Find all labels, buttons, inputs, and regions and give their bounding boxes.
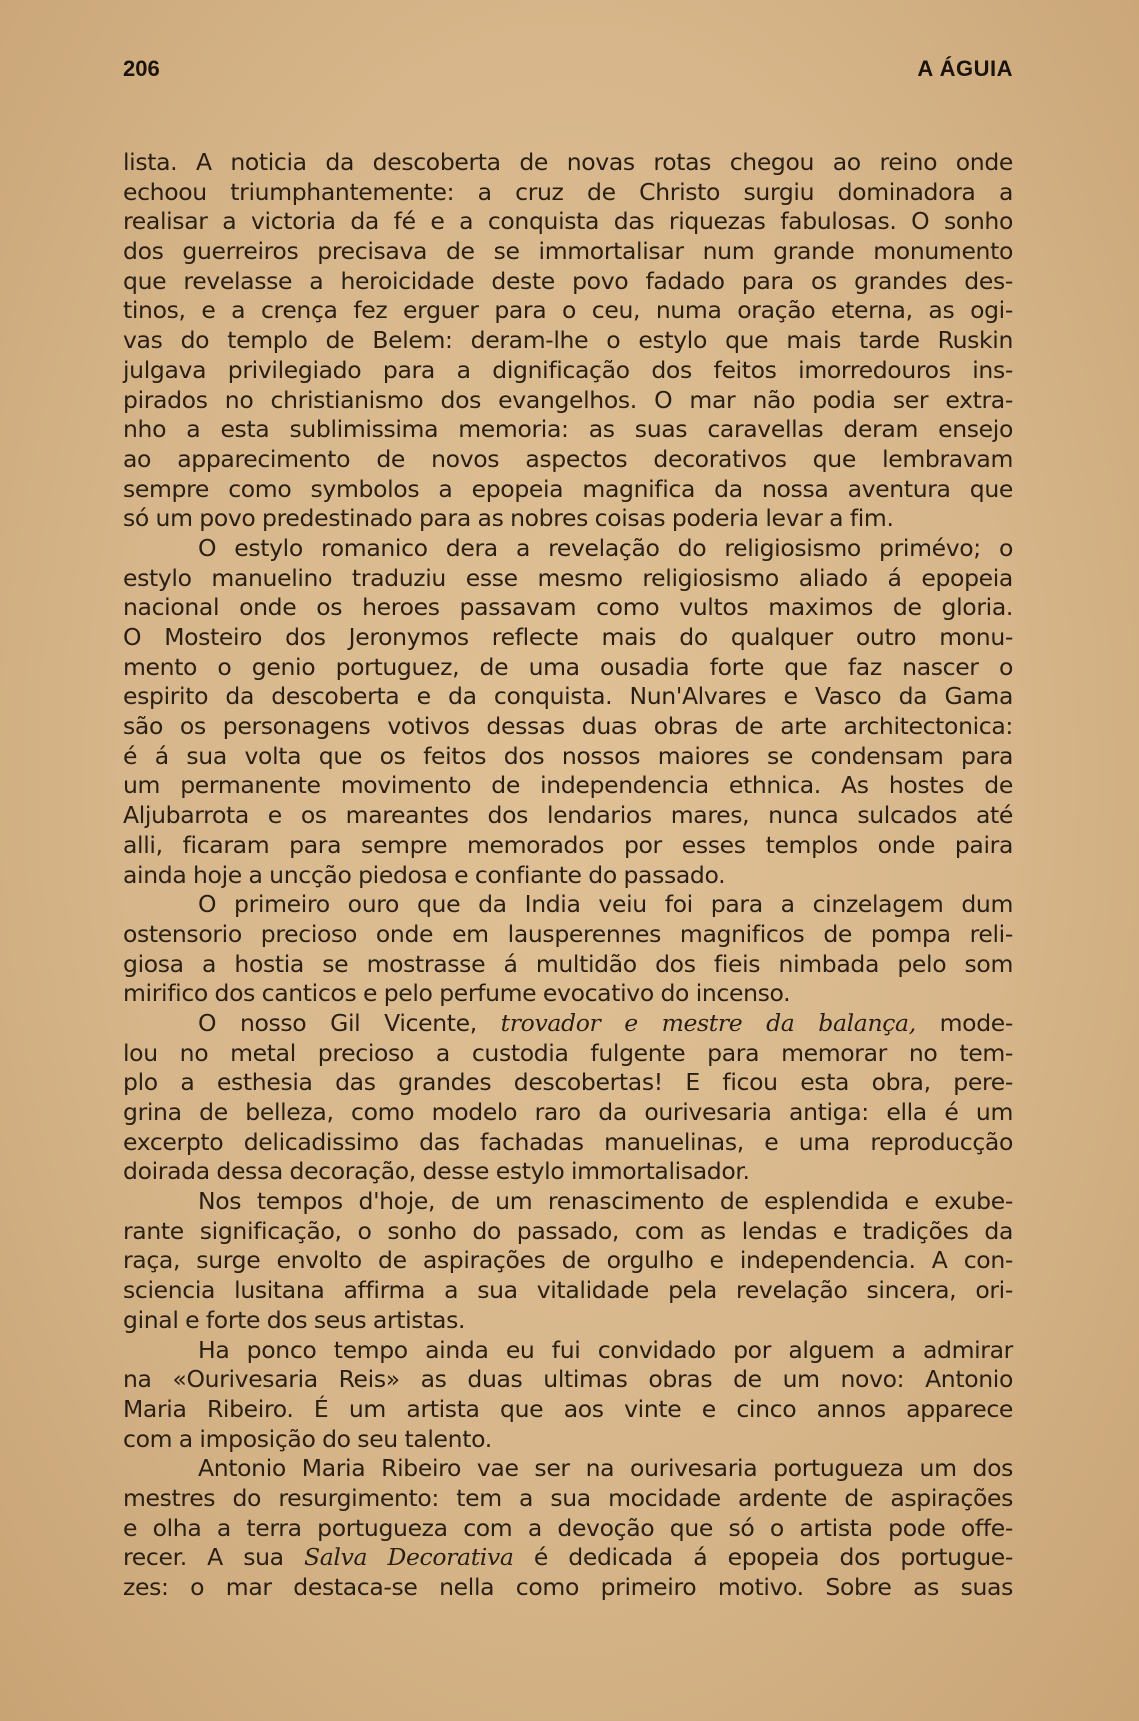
text-line bbox=[123, 386, 1013, 416]
text-segment: grina de belleza, como modelo raro da ourivesaria antiga: ella é um bbox=[123, 1098, 1013, 1126]
text-line bbox=[123, 415, 1013, 445]
text-line bbox=[123, 1009, 1013, 1039]
text-segment: lista. A noticia da descoberta de novas rotas chegou ao reino onde bbox=[123, 148, 1013, 176]
text-line bbox=[123, 1306, 1013, 1336]
text-segment: julgava privilegiado para a dignificação dos feitos imorredouros ins- bbox=[123, 355, 1013, 384]
text-line bbox=[123, 950, 1013, 980]
italic-segment: trovador e mestre da balança, bbox=[500, 1008, 916, 1037]
text-segment: Nos tempos d'hoje, de um renascimento de esplendida e exube- bbox=[198, 1187, 1013, 1216]
text-segment: na «Ourivesaria Reis» as duas ultimas obras de um novo: Antonio bbox=[123, 1365, 1013, 1394]
text-line bbox=[123, 326, 1013, 356]
text-segment: que revelasse a heroicidade deste povo fadado para os grandes des- bbox=[123, 266, 1013, 295]
text-line bbox=[123, 1365, 1013, 1395]
text-segment: sempre como symbolos a epopeia magnifica da nossa aventura que bbox=[123, 474, 1013, 503]
text-line bbox=[123, 1187, 1013, 1217]
text-line bbox=[123, 207, 1013, 237]
text-line bbox=[123, 564, 1013, 594]
text-line bbox=[123, 296, 1013, 326]
text-segment: mestres do resurgimento: tem a sua mocidade ardente de aspirações bbox=[123, 1483, 1013, 1512]
text-segment: echoou triumphantemente: a cruz de Christo surgiu dominadora a bbox=[123, 177, 1013, 206]
text-line bbox=[123, 1543, 1013, 1573]
text-segment: nho a esta sublimissima memoria: as suas caravellas deram ensejo bbox=[123, 415, 1013, 444]
italic-segment: Salva Decorativa bbox=[304, 1543, 514, 1572]
text-line bbox=[123, 178, 1013, 208]
text-segment: é dedicada á epopeia dos portugue- bbox=[513, 1543, 1013, 1572]
text-line bbox=[123, 237, 1013, 267]
text-segment: zes: o mar destaca-se nella como primeiro motivo. Sobre as suas bbox=[123, 1573, 1013, 1601]
text-line bbox=[123, 771, 1013, 801]
text-line bbox=[123, 445, 1013, 475]
text-segment: um permanente movimento de independencia ethnica. As hostes de bbox=[123, 771, 1013, 800]
text-line bbox=[123, 1454, 1013, 1484]
text-segment: Aljubarrota e os mareantes dos lendarios mares, nunca sulcados até bbox=[123, 801, 1013, 830]
text-segment: espirito da descoberta e da conquista. Nun'Alvares e Vasco da Gama bbox=[123, 682, 1013, 711]
text-segment: recer. A sua bbox=[123, 1543, 305, 1572]
text-segment: é á sua volta que os feitos dos nossos maiores se condensam para bbox=[123, 741, 1013, 770]
text-segment: Maria Ribeiro. É um artista que aos vinte e cinco annos apparece bbox=[123, 1394, 1013, 1423]
text-segment: tinos, e a crença fez erguer para o ceu, numa oração eterna, as ogi- bbox=[123, 296, 1013, 325]
text-segment: plo a esthesia das grandes descobertas! E ficou esta obra, pere- bbox=[123, 1068, 1013, 1097]
text-line bbox=[123, 534, 1013, 564]
text-segment: realisar a victoria da fé e a conquista das riquezas fabulosas. O sonho bbox=[123, 207, 1013, 236]
body-text bbox=[123, 148, 1013, 1603]
text-segment: alli, ficaram para sempre memorados por esses templos onde paira bbox=[123, 830, 1013, 859]
text-line bbox=[123, 356, 1013, 386]
text-segment: O primeiro ouro que da India veiu foi para a cinzelagem dum bbox=[198, 890, 1013, 919]
text-segment: são os personagens votivos dessas duas obras de arte architectonica: bbox=[123, 712, 1013, 741]
text-segment: sciencia lusitana affirma a sua vitalidade pela revelação sincera, ori- bbox=[123, 1276, 1013, 1305]
text-segment: lou no metal precioso a custodia fulgente para memorar no tem- bbox=[123, 1038, 1013, 1067]
text-segment: ainda hoje a uncção piedosa e confiante do passado. bbox=[123, 860, 726, 889]
text-line bbox=[123, 1157, 1013, 1187]
text-segment: pirados no christianismo dos evangelhos. O mar não podia ser extra- bbox=[123, 385, 1013, 414]
text-segment: giosa a hostia se mostrasse á multidão dos fieis nimbada pelo som bbox=[123, 949, 1013, 978]
text-line bbox=[123, 1425, 1013, 1455]
text-line bbox=[123, 1246, 1013, 1276]
text-line bbox=[123, 920, 1013, 950]
text-line bbox=[123, 1128, 1013, 1158]
text-segment: Antonio Maria Ribeiro vae ser na ourivesaria portugueza um dos bbox=[198, 1454, 1013, 1483]
text-line bbox=[123, 801, 1013, 831]
text-segment: doirada dessa decoração, desse estylo immortalisador. bbox=[123, 1157, 750, 1186]
text-line bbox=[123, 712, 1013, 742]
running-head bbox=[123, 56, 1013, 96]
text-line bbox=[123, 1484, 1013, 1514]
text-segment: só um povo predestinado para as nobres coisas poderia levar a fim. bbox=[123, 504, 894, 533]
text-segment: nacional onde os heroes passavam como vultos maximos de gloria. bbox=[123, 593, 1013, 622]
text-line bbox=[123, 1573, 1013, 1603]
text-line bbox=[123, 1276, 1013, 1306]
text-line bbox=[123, 1514, 1013, 1544]
text-segment: ostensorio precioso onde em lausperennes magnificos de pompa reli- bbox=[123, 919, 1013, 948]
text-segment: excerpto delicadissimo das fachadas manuelinas, e uma reproducção bbox=[123, 1127, 1013, 1156]
text-segment: e olha a terra portugueza com a devoção que só o artista pode offe- bbox=[123, 1513, 1013, 1542]
text-line bbox=[123, 1395, 1013, 1425]
text-line bbox=[123, 1217, 1013, 1247]
text-segment: mento o genio portuguez, de uma ousadia forte que faz nascer o bbox=[123, 652, 1013, 681]
journal-title: A ÁGUIA bbox=[917, 56, 1013, 81]
text-segment: dos guerreiros precisava de se immortalisar num grande monumento bbox=[123, 237, 1013, 266]
text-segment: rante significação, o sonho do passado, com as lendas e tradições da bbox=[123, 1216, 1013, 1245]
text-line bbox=[123, 623, 1013, 653]
text-line bbox=[123, 979, 1013, 1009]
text-segment: vas do templo de Belem: deram-lhe o estylo que mais tarde Ruskin bbox=[123, 326, 1013, 355]
text-segment: ao apparecimento de novos aspectos decorativos que lembravam bbox=[123, 444, 1013, 473]
text-line bbox=[123, 890, 1013, 920]
text-segment: com a imposição do seu talento. bbox=[123, 1424, 492, 1453]
text-segment: Ha ponco tempo ainda eu fui convidado por alguem a admirar bbox=[198, 1335, 1013, 1364]
text-line bbox=[123, 475, 1013, 505]
text-segment: mode- bbox=[915, 1008, 1014, 1037]
text-segment: ginal e forte dos seus artistas. bbox=[123, 1305, 466, 1334]
text-line bbox=[123, 831, 1013, 861]
text-line bbox=[123, 742, 1013, 772]
text-segment: O nosso Gil Vicente, bbox=[198, 1008, 501, 1037]
book-page bbox=[123, 48, 1013, 1668]
text-segment: mirifico dos canticos e pelo perfume evocativo do incenso. bbox=[123, 979, 791, 1008]
text-line bbox=[123, 1098, 1013, 1128]
page-number: 206 bbox=[123, 56, 160, 81]
text-line bbox=[123, 861, 1013, 891]
text-segment: estylo manuelino traduziu esse mesmo religiosismo aliado á epopeia bbox=[123, 563, 1013, 592]
text-segment: O estylo romanico dera a revelação do religiosismo primévo; o bbox=[198, 533, 1013, 562]
text-segment: O Mosteiro dos Jeronymos reflecte mais do qualquer outro monu- bbox=[123, 623, 1013, 651]
text-line bbox=[123, 267, 1013, 297]
text-segment: raça, surge envolto de aspirações de orgulho e independencia. A con- bbox=[123, 1246, 1013, 1275]
text-line bbox=[123, 1336, 1013, 1366]
text-line bbox=[123, 593, 1013, 623]
text-line bbox=[123, 682, 1013, 712]
text-line bbox=[123, 653, 1013, 683]
text-line bbox=[123, 504, 1013, 534]
text-line bbox=[123, 148, 1013, 178]
text-line bbox=[123, 1068, 1013, 1098]
text-line bbox=[123, 1039, 1013, 1069]
